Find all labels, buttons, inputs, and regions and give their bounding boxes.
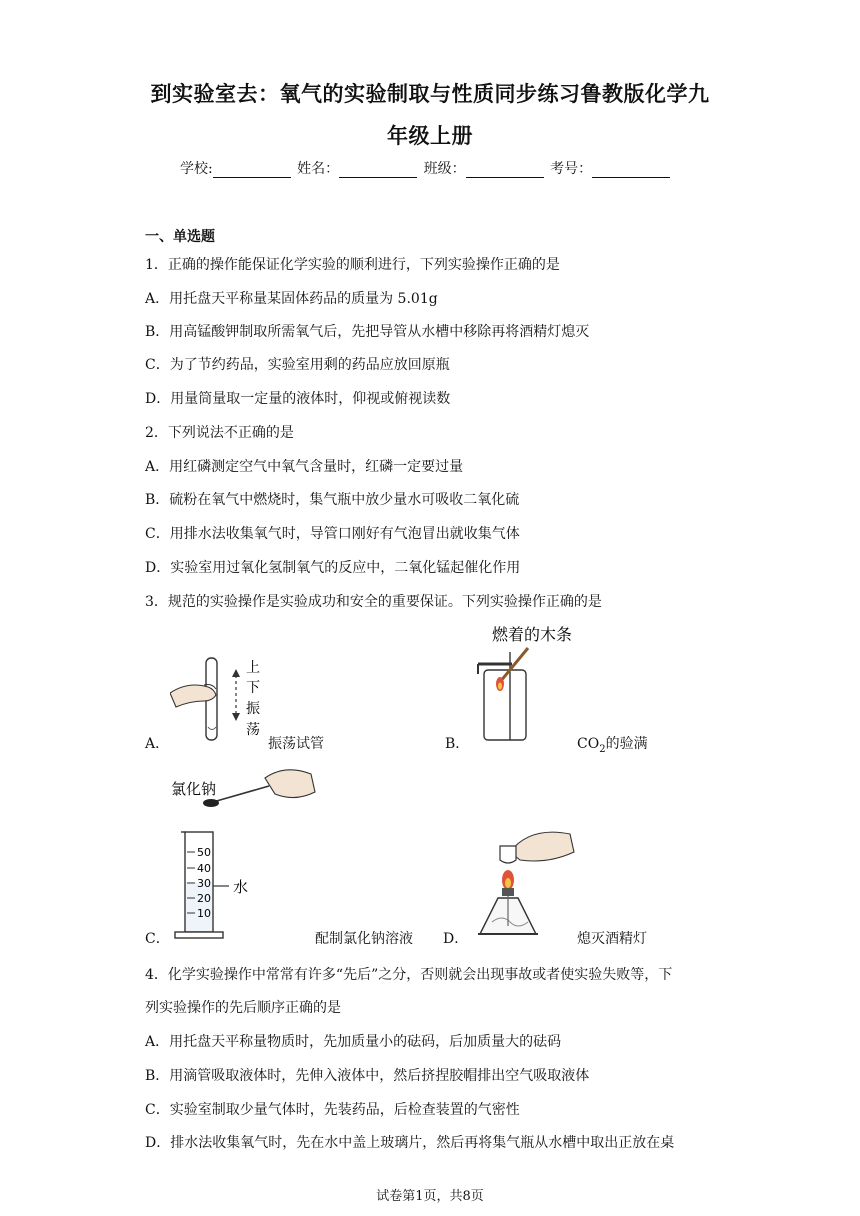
fig-c-water: 水 (233, 878, 249, 896)
q4-option-b[interactable]: B．用滴管吸取液体时，先伸入液体中，然后挤捏胶帽排出空气吸取液体 (145, 1068, 590, 1084)
q1-option-c[interactable]: C．为了节约药品，实验室用剩的药品应放回原瓶 (145, 357, 450, 373)
q2-option-c[interactable]: C．用排水法收集氧气时，导管口刚好有气泡冒出就收集气体 (145, 526, 520, 542)
class-label: 班级： (423, 161, 466, 177)
q3-option-c-label[interactable]: C． (145, 931, 170, 947)
q2-option-b[interactable]: B．硫粉在氧气中燃烧时，集气瓶中放少量水可吸收二氧化硫 (145, 492, 520, 508)
section-heading: 一、单选题 (145, 229, 215, 245)
tick-20: 20 (197, 892, 211, 905)
q4-option-d[interactable]: D．排水法收集氧气时，先在水中盖上玻璃片，然后再将集气瓶从水槽中取出正放在桌 (145, 1135, 675, 1151)
class-blank[interactable] (466, 163, 544, 178)
q2-option-d[interactable]: D．实验室用过氧化氢制氧气的反应中，二氧化锰起催化作用 (145, 560, 521, 576)
q1-option-d[interactable]: D．用量筒量取一定量的液体时，仰视或俯视读数 (145, 391, 451, 407)
q3-option-b-caption (577, 733, 648, 755)
q3-option-c-caption: 配制氯化钠溶液 (315, 931, 413, 947)
name-label: 姓名： (297, 161, 340, 177)
q1-stem: 1．正确的操作能保证化学实验的顺利进行，下列实验操作正确的是 (145, 257, 560, 273)
q3-stem: 3．规范的实验操作是实验成功和安全的重要保证。下列实验操作正确的是 (145, 594, 602, 610)
fig-a-text-2: 下 (246, 680, 260, 696)
co2-check-figure (472, 622, 582, 744)
number-blank[interactable] (592, 163, 670, 178)
fig-a-text-4: 荡 (246, 722, 260, 738)
q3-option-a-caption: 振荡试管 (268, 736, 324, 752)
q4-option-c[interactable]: C．实验室制取少量气体时，先装药品，后检查装置的气密性 (145, 1102, 520, 1118)
tick-10: 10 (197, 907, 211, 920)
student-info-row (180, 158, 672, 178)
q4-stem-line2: 列实验操作的先后顺序正确的是 (145, 1000, 341, 1016)
q1-option-a[interactable]: A．用托盘天平称量某固体药品的质量为 5.01g (145, 291, 438, 307)
q3-option-a-label[interactable]: A． (145, 736, 170, 752)
q3-option-b-label[interactable]: B． (445, 736, 470, 752)
shaking-test-tube-figure (170, 655, 270, 745)
school-label: 学校: (180, 161, 213, 177)
fig-a-text-1: 上 (246, 660, 260, 676)
q2-stem: 2．下列说法不正确的是 (145, 425, 294, 441)
fig-a-text-3: 振 (246, 701, 260, 717)
alcohol-lamp-figure (470, 822, 580, 942)
number-label: 考号： (550, 161, 593, 177)
tick-40: 40 (197, 862, 211, 875)
tick-50: 50 (197, 846, 211, 859)
co2-text: CO (577, 736, 600, 752)
q4-option-a[interactable]: A．用托盘天平称量物质时，先加质量小的砝码，后加质量大的砝码 (145, 1034, 562, 1050)
document-title-line2: 年级上册 (387, 124, 473, 148)
co2-rest: 的验满 (605, 736, 648, 752)
name-blank[interactable] (339, 163, 417, 178)
q3-option-d-caption: 熄灭酒精灯 (577, 931, 647, 947)
fig-b-text: 燃着的木条 (492, 625, 573, 644)
q3-option-d-label[interactable]: D． (443, 931, 469, 947)
document-title-line1: 到实验室去：氧气的实验制取与性质同步练习鲁教版化学九 (150, 82, 710, 106)
co2-subscript: 2 (599, 743, 606, 755)
school-blank[interactable] (213, 163, 291, 178)
fig-c-text: 氯化钠 (171, 780, 217, 798)
tick-30: 30 (197, 877, 211, 890)
q1-option-b[interactable]: B．用高锰酸钾制取所需氧气后，先把导管从水槽中移除再将酒精灯熄灭 (145, 324, 590, 340)
q2-option-a[interactable]: A．用红磷测定空气中氧气含量时，红磷一定要过量 (145, 459, 464, 475)
q4-stem-line1: 4．化学实验操作中常常有许多“先后”之分，否则就会出现事故或者使实验失败等，下 (145, 967, 673, 983)
page-footer: 试卷第1页，共8页 (376, 1189, 484, 1204)
sodium-chloride-figure (165, 762, 320, 942)
